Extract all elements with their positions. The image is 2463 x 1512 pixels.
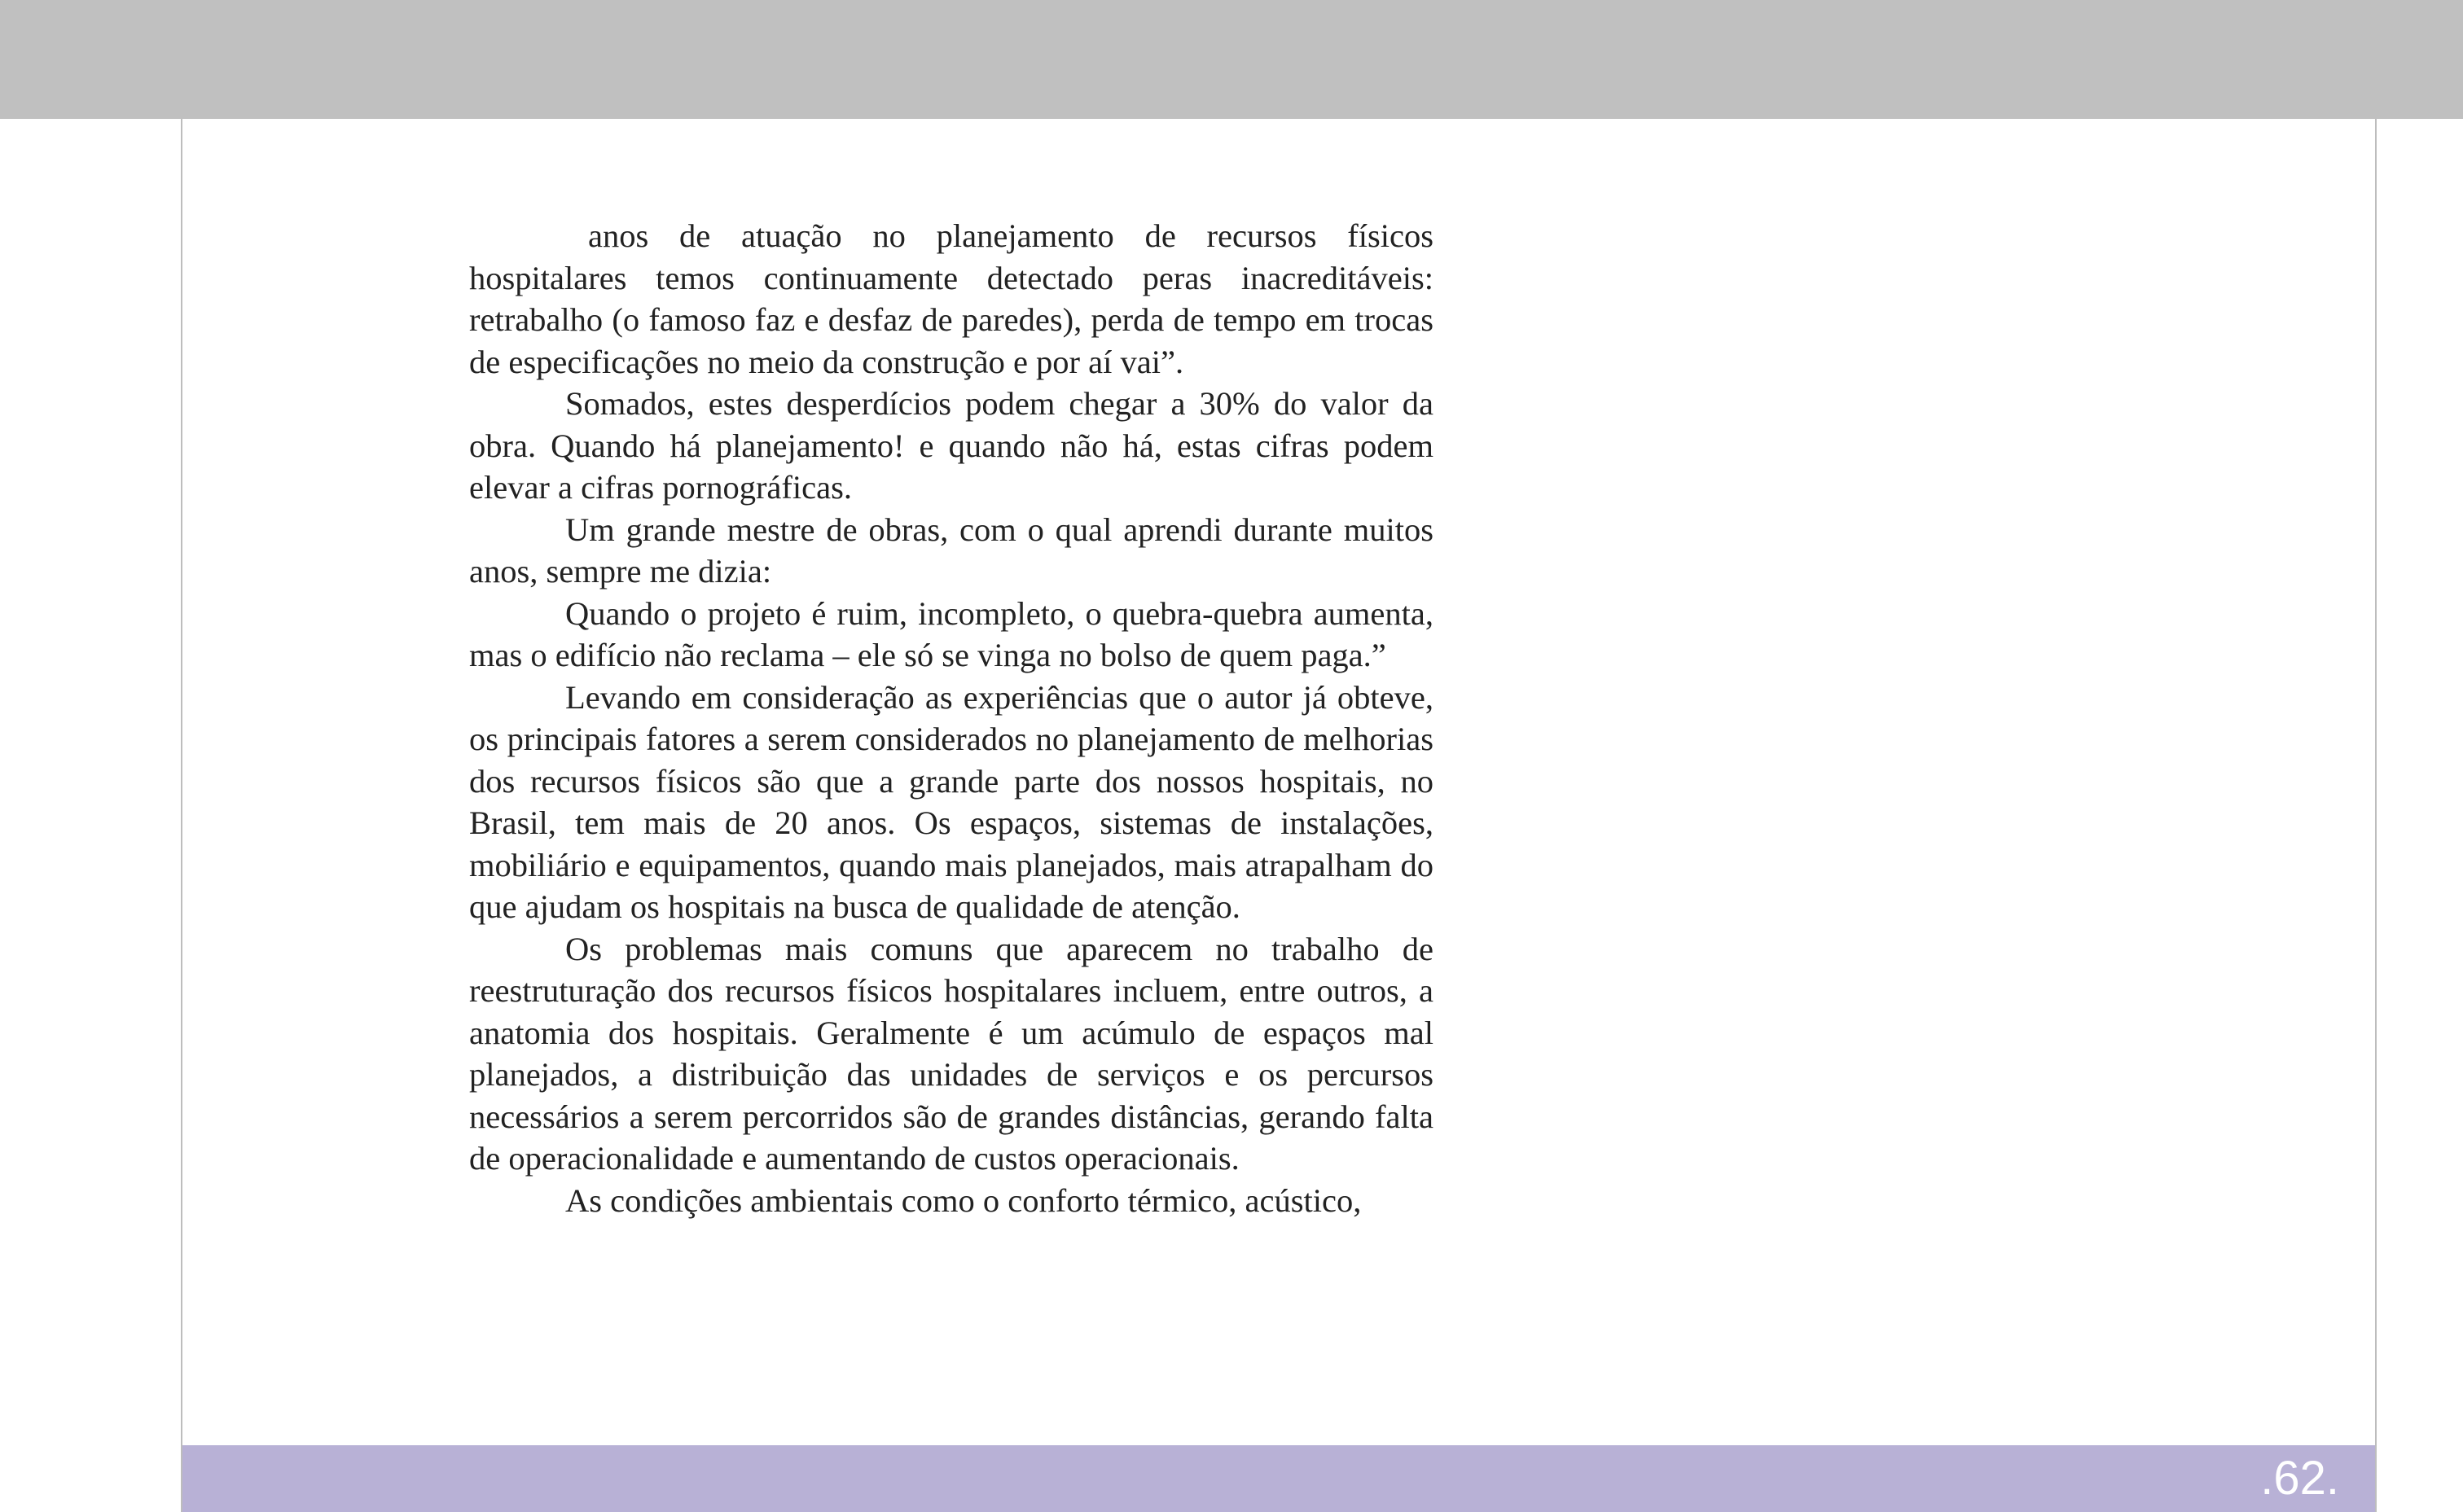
footer-bar xyxy=(182,1445,2375,1512)
paragraph-5: Levando em consideração as experiências que o autor já obteve, os principais fatores a serem considerados no planejamento de melhorias dos recursos físicos são que a grande parte dos nossos hospitais, no Brasil, tem mais de 20 anos. Os espaços, sistemas de instalações, mobiliário e equipamentos, quando mais planejados, mais atrapalham do que ajudam os hospitais na busca de qualidade de atenção. xyxy=(469,678,1433,925)
paragraph-1: anos de atuação no planejamento de recursos físicos hospitalares temos continuamente detectado peras inacreditáveis: retrabalho (o famoso faz e desfaz de paredes), perda de tempo em trocas de especificações no meio da construção e por aí vai”. xyxy=(469,217,1433,380)
page-number: .62. xyxy=(2260,1452,2339,1505)
top-bar xyxy=(0,0,2463,119)
text-column xyxy=(469,215,1433,1221)
paragraph-3: Um grande mestre de obras, com o qual aprendi durante muitos anos, sempre me dizia: xyxy=(469,511,1433,589)
paragraph-4: Quando o projeto é ruim, incompleto, o quebra-quebra aumenta, mas o edifício não reclama – ele só se vinga no bolso de quem paga.” xyxy=(469,594,1433,673)
paragraph-2: Somados, estes desperdícios podem chegar a 30% do valor da obra. Quando há planejamento! e quando não há, estas cifras podem elevar a cifras pornográficas. xyxy=(469,385,1433,506)
document-page xyxy=(181,119,2377,1512)
paragraph-6: Os problemas mais comuns que aparecem no trabalho de reestruturação dos recursos físicos hospitalares incluem, entre outros, a anatomia dos hospitais. Geralmente é um acúmulo de espaços mal planejados, a distribuição das unidades de serviços e os percursos necessários a serem percorridos são de grandes distâncias, gerando falta de operacionalidade e aumentando de custos operacionais. xyxy=(469,930,1433,1177)
paragraph-7: As condições ambientais como o conforto térmico, acústico, xyxy=(565,1181,1362,1219)
